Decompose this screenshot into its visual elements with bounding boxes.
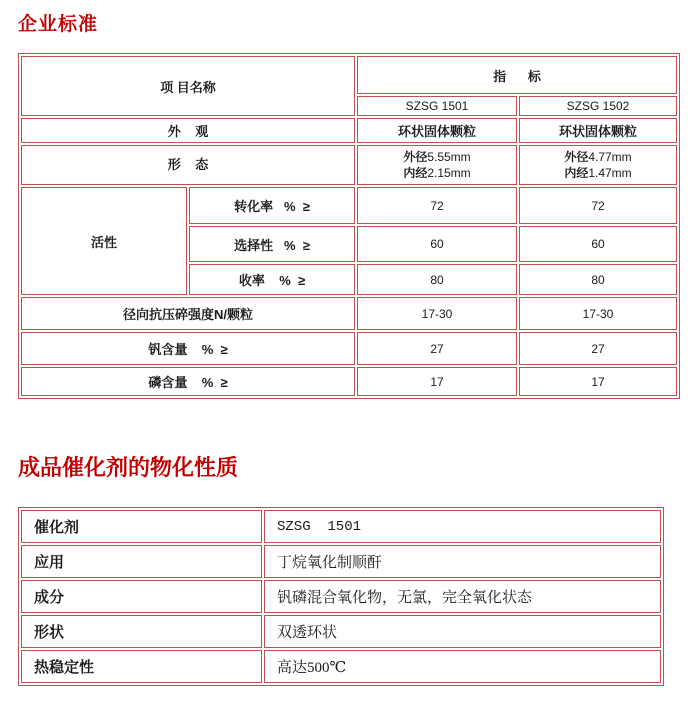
crush-strength-value-1502: 17-30 <box>519 297 677 330</box>
shape-value-cell: 双透环状 <box>264 615 661 648</box>
table-row <box>21 145 677 185</box>
conversion-rate-value-1502: 72 <box>519 187 677 224</box>
form-label-cell: 形 态 <box>21 145 355 185</box>
table-row <box>21 580 661 613</box>
conversion-rate-label-cell: 转化率 % ≥ <box>189 187 355 224</box>
appearance-value-1501: 环状固体颗粒 <box>357 118 517 143</box>
catalyst-properties-heading: 成品催化剂的物化性质 <box>18 455 239 480</box>
appearance-value-1502: 环状固体颗粒 <box>519 118 677 143</box>
szsg-1501-column-header: SZSG 1501 <box>357 96 517 116</box>
outer-diameter-label: 外径 <box>564 149 589 164</box>
phosphorus-content-label-cell: 磷含量 % ≥ <box>21 367 355 396</box>
table-row <box>21 510 661 543</box>
table-row <box>21 367 677 396</box>
appearance-label-cell: 外 观 <box>21 118 355 143</box>
table-row <box>21 545 661 578</box>
index-header-cell: 指 标 <box>357 56 677 94</box>
table-row <box>21 118 677 143</box>
inner-diameter-label: 内经 <box>403 166 428 180</box>
form-value-1501 <box>357 145 517 185</box>
standards-table <box>18 53 680 399</box>
catalyst-value-cell <box>264 510 661 543</box>
outer-diameter-value: 5.55mm <box>427 149 471 164</box>
inner-diameter-label: 内经 <box>564 166 589 180</box>
shape-label-cell: 形状 <box>21 615 262 648</box>
activity-label-cell: 活性 <box>21 187 187 295</box>
vanadium-content-value-1502: 27 <box>519 332 677 365</box>
phosphorus-content-value-1501: 17 <box>357 367 517 396</box>
thermal-stability-label-cell: 热稳定性 <box>21 650 262 683</box>
selectivity-value-1502: 60 <box>519 226 677 262</box>
vanadium-content-value-1501: 27 <box>357 332 517 365</box>
outer-diameter-label: 外径 <box>403 149 428 164</box>
table-row <box>21 297 677 330</box>
composition-value-cell: 钒磷混合氧化物，无氯，完全氧化状态 <box>264 580 661 613</box>
conversion-rate-value-1501: 72 <box>357 187 517 224</box>
thermal-stability-value-cell: 高达500℃ <box>264 650 661 683</box>
phosphorus-content-value-1502: 17 <box>519 367 677 396</box>
form-value-1502 <box>519 145 677 185</box>
vanadium-content-label-cell: 钒含量 % ≥ <box>21 332 355 365</box>
catalyst-model-text: SZSG 1501 <box>277 519 362 535</box>
outer-diameter-value: 4.77mm <box>588 149 632 164</box>
inner-diameter-value: 2.15mm <box>427 166 471 180</box>
inner-diameter-value: 1.47mm <box>588 166 632 180</box>
properties-table <box>18 507 664 686</box>
crush-strength-label-cell: 径向抗压碎强度N/颗粒 <box>21 297 355 330</box>
table-row <box>21 56 677 94</box>
selectivity-value-1501: 60 <box>357 226 517 262</box>
yield-value-1501: 80 <box>357 264 517 295</box>
enterprise-standard-heading: 企业标准 <box>18 14 99 35</box>
crush-strength-value-1501: 17-30 <box>357 297 517 330</box>
project-name-header-cell: 项 目名称 <box>21 56 355 116</box>
selectivity-label-cell: 选择性 % ≥ <box>189 226 355 262</box>
table-row <box>21 187 677 224</box>
table-row <box>21 650 661 683</box>
table-row <box>21 615 661 648</box>
application-label-cell: 应用 <box>21 545 262 578</box>
application-value-cell: 丁烷氧化制顺酐 <box>264 545 661 578</box>
composition-label-cell: 成分 <box>21 580 262 613</box>
yield-value-1502: 80 <box>519 264 677 295</box>
yield-label-cell: 收率 % ≥ <box>189 264 355 295</box>
table-row <box>21 332 677 365</box>
catalyst-label-cell: 催化剂 <box>21 510 262 543</box>
szsg-1502-column-header: SZSG 1502 <box>519 96 677 116</box>
